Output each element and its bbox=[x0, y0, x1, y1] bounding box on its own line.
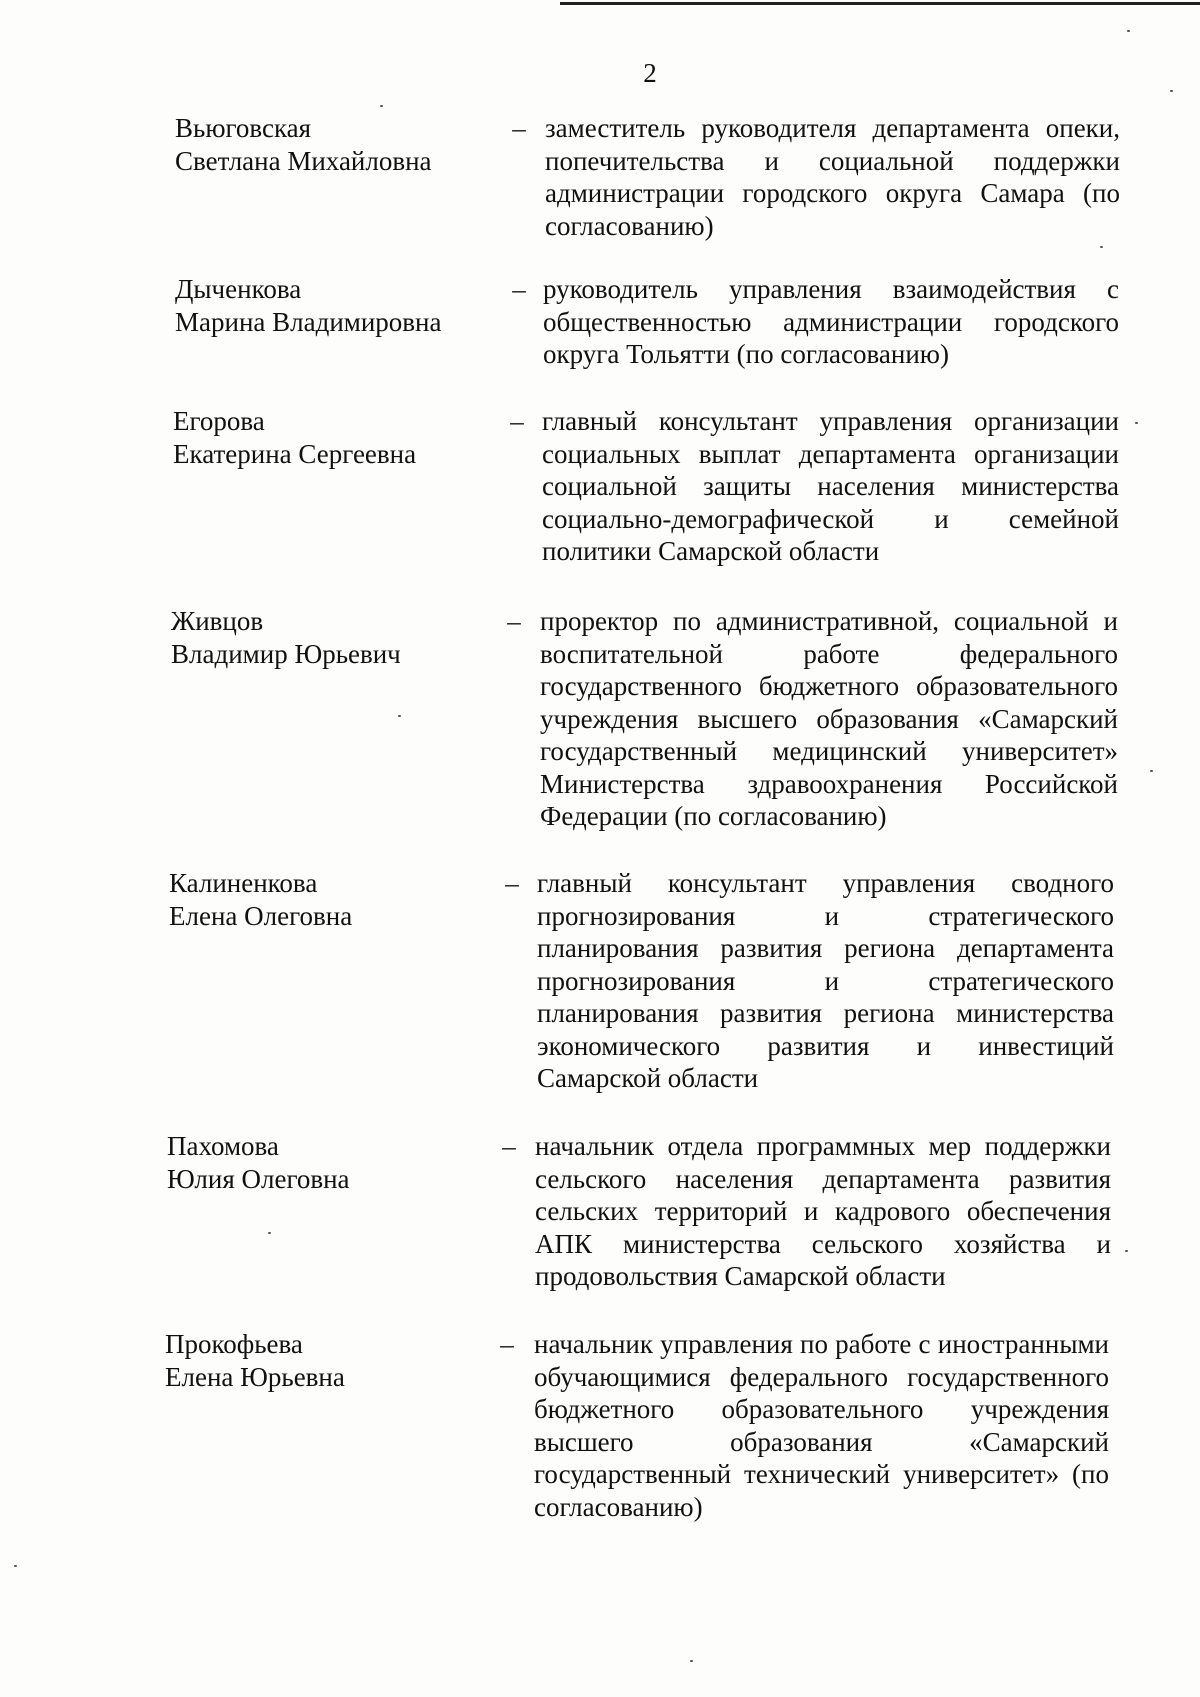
member-name bbox=[175, 112, 495, 177]
scan-speck bbox=[398, 715, 401, 717]
member-surname: Пахомова bbox=[167, 1131, 279, 1161]
page-number: 2 bbox=[643, 58, 657, 88]
member-name bbox=[167, 1130, 487, 1195]
scan-speck bbox=[268, 1232, 271, 1234]
scan-speck bbox=[690, 1660, 693, 1662]
member-given-names: Юлия Олеговна bbox=[167, 1163, 350, 1194]
dash-separator: – bbox=[505, 868, 519, 898]
member-name bbox=[171, 605, 491, 670]
member-position: главный консультант управления организации социальных выплат департамента организации социальной защиты населения министерства социально-демографической и семейной политики Самарской области bbox=[542, 406, 1119, 566]
scan-speck bbox=[1125, 1250, 1128, 1252]
member-surname: Живцов bbox=[171, 606, 264, 636]
dash-separator: – bbox=[512, 113, 526, 143]
scan-speck bbox=[1135, 422, 1138, 424]
member-given-names: Елена Олеговна bbox=[169, 900, 353, 931]
member-surname: Дыченкова bbox=[175, 274, 302, 304]
member-name bbox=[175, 273, 495, 338]
scan-speck bbox=[1100, 246, 1103, 248]
scan-speck bbox=[1150, 770, 1153, 772]
member-given-names: Светлана Михайловна bbox=[175, 145, 432, 176]
member-given-names: Владимир Юрьевич bbox=[171, 638, 401, 669]
member-surname: Егорова bbox=[173, 406, 265, 436]
member-name bbox=[165, 1328, 485, 1393]
dash-separator: – bbox=[512, 274, 526, 304]
member-position: проректор по административной, социальной и воспитательной работе федерального государственного бюджетного образовательного учреждения высшего образования «Самарский государственный медицинский университет» Министерства здравоохранения Российской Федерации (по согласованию) bbox=[540, 606, 1118, 831]
member-given-names: Марина Владимировна bbox=[175, 306, 442, 337]
dash-separator: – bbox=[510, 406, 524, 436]
member-name bbox=[169, 867, 489, 932]
scan-speck bbox=[14, 1565, 17, 1567]
member-position: начальник управления по работе с иностранными обучающимися федерального государственного бюджетного образовательного учреждения высшего образования «Самарский государственный технический университет» (по согласованию) bbox=[534, 1329, 1109, 1522]
member-position: заместитель руководителя департамента опеки, попечительства и социальной поддержки администрации городского округа Самара (по согласованию) bbox=[545, 113, 1120, 241]
dash-separator: – bbox=[507, 606, 521, 636]
dash-separator: – bbox=[500, 1329, 514, 1359]
member-surname: Вьюговская bbox=[175, 113, 312, 143]
member-position: руководитель управления взаимодействия с общественностью администрации городского округа Тольятти (по согласованию) bbox=[543, 274, 1119, 369]
member-name bbox=[173, 405, 493, 470]
member-position: главный консультант управления сводного прогнозирования и стратегического планирования развития региона департамента прогнозирования и стратегического планирования развития региона министерства экономического развития и инвестиций Самарской области bbox=[537, 868, 1114, 1093]
member-surname: Прокофьева bbox=[165, 1329, 303, 1359]
scan-speck bbox=[380, 105, 383, 107]
member-position: начальник отдела программных мер поддержки сельского населения департамента развития сельских территорий и кадрового обеспечения АПК министерства сельского хозяйства и продовольствия Самарской области bbox=[535, 1131, 1111, 1291]
scan-speck bbox=[1127, 30, 1130, 32]
member-given-names: Елена Юрьевна bbox=[165, 1361, 345, 1392]
top-border-line bbox=[560, 2, 1200, 5]
scan-speck bbox=[1170, 90, 1173, 92]
member-given-names: Екатерина Сергеевна bbox=[173, 438, 417, 469]
member-surname: Калиненкова bbox=[169, 868, 318, 898]
dash-separator: – bbox=[502, 1131, 516, 1161]
